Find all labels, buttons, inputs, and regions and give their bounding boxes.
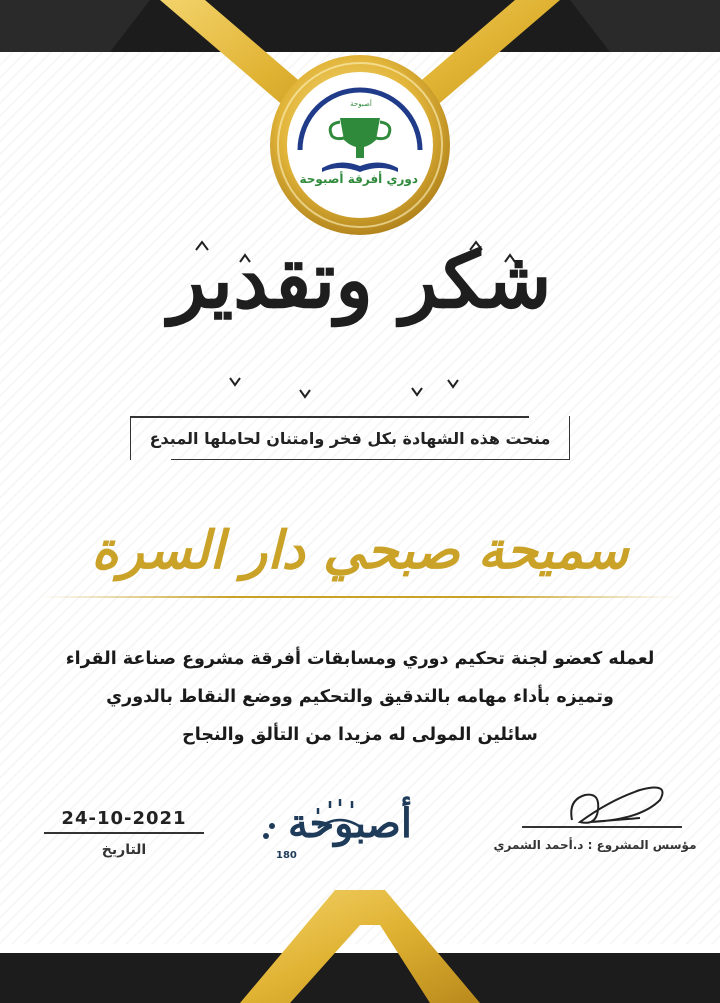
signature-scribble-icon [571, 788, 662, 823]
subtitle-box [130, 416, 570, 460]
founder-label: مؤسس المشروع : د.أحمد الشمري [493, 838, 697, 852]
certificate-title: شكر وتقدير [168, 235, 552, 326]
logo-top-text: أصبوحة [350, 100, 372, 108]
signature-line [522, 826, 682, 828]
brand-logo: أصبوحة [288, 800, 412, 847]
certificate-body [40, 640, 680, 754]
date-value: 24-10-2021 [61, 808, 187, 829]
body-line: وتميزه بأداء مهامه بالتدقيق والتحكيم ووضع النقاط بالدوري [106, 687, 614, 707]
date-label: التاريخ [101, 842, 147, 858]
date-line [44, 832, 204, 834]
body-line: سائلين المولى له مزيدا من التألق والنجاح [182, 725, 538, 745]
brand-year: 180 [276, 850, 297, 861]
subtitle: منحت هذه الشهادة بكل فخر وامتنان لحاملها المبدع [149, 428, 551, 448]
name-underline [40, 596, 680, 598]
bottom-band [0, 953, 720, 1003]
logo-caption: دوري أفرقة أصبوحة [299, 172, 418, 186]
recipient-name: سميحة صبحي دار السرة [91, 520, 629, 581]
body-line: لعمله كعضو لجنة تحكيم دوري ومسابقات أفرقة مشروع صناعة القراء [65, 649, 655, 669]
